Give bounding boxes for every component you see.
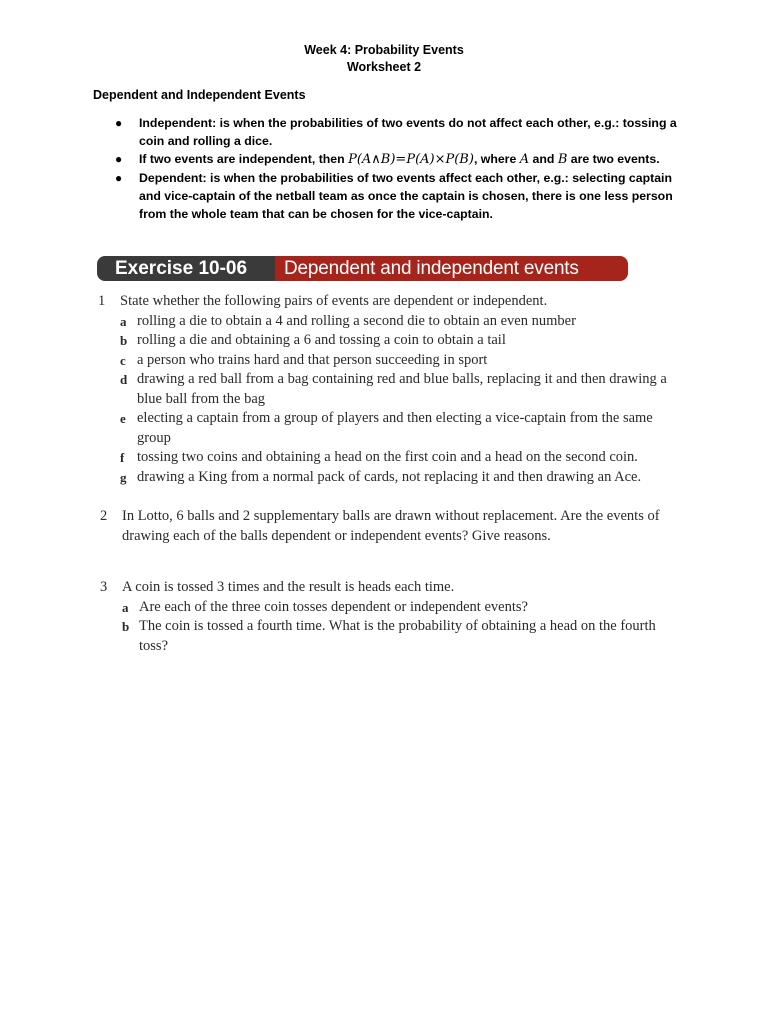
question-stem (98, 292, 688, 312)
definition-list (93, 114, 683, 223)
part-label: a (120, 313, 127, 329)
exercise-title: Dependent and independent events (275, 256, 628, 281)
part-text: drawing a red ball from a bag containing red and blue balls, replacing it and then drawing a blue ball from the bag (137, 371, 667, 407)
part-label: b (122, 619, 130, 634)
part-label: g (120, 469, 127, 485)
question-parts (100, 598, 688, 657)
definition-text: Independent: is when the probabilities of two events do not affect each other, e.g.: tossing a coin and rolling a dice. (139, 116, 677, 148)
question-part (122, 598, 688, 618)
variable-b: B (557, 152, 568, 167)
exercise-banner (97, 256, 628, 281)
worksheet-title (0, 42, 768, 76)
question-part (120, 331, 688, 351)
exercise-number: Exercise 10-06 (97, 256, 275, 281)
definition-dependent (93, 169, 683, 223)
variable-a: A (519, 152, 530, 167)
section-heading: Dependent and Independent Events (93, 88, 306, 102)
question-number: 3 (100, 579, 108, 595)
question-text: State whether the following pairs of events are dependent or independent. (120, 293, 548, 309)
question-text: A coin is tossed 3 times and the result is heads each time. (122, 579, 455, 595)
definition-formula (93, 150, 683, 169)
part-label: f (120, 450, 125, 465)
part-text: tossing two coins and obtaining a head on the first coin and a head on the second coin. (137, 449, 638, 465)
part-text: Are each of the three coin tosses dependent or independent events? (139, 598, 528, 615)
part-label: d (120, 372, 128, 387)
question-part (120, 448, 688, 468)
question-part (120, 409, 688, 448)
part-label: a (122, 599, 129, 615)
bullet-icon: ● (115, 171, 123, 185)
part-label: e (120, 411, 126, 426)
question-number: 2 (100, 508, 108, 524)
part-text: a person who trains hard and that person succeeding in sport (137, 351, 488, 368)
question-stem (100, 507, 688, 546)
probability-formula: P(A∧B)=P(A)×P(B) (348, 152, 474, 167)
question-3 (100, 578, 688, 656)
part-text: drawing a King from a normal pack of cards, not replacing it and then drawing an Ace. (137, 468, 642, 485)
worksheet-title-line-2: Worksheet 2 (346, 60, 422, 74)
worksheet-title-line-1: Week 4: Probability Events (304, 43, 464, 57)
formula-text-middle: , where (473, 152, 520, 166)
part-label: c (120, 352, 126, 368)
part-text: The coin is tossed a fourth time. What is the probability of obtaining a head on the fourth toss? (139, 618, 656, 654)
question-part (120, 351, 688, 371)
part-text: rolling a die to obtain a 4 and rolling a second die to obtain an even number (137, 312, 576, 329)
question-2 (100, 507, 688, 546)
formula-text-after: are two events. (567, 152, 660, 166)
question-text: In Lotto, 6 balls and 2 supplementary balls are drawn without replacement. Are the events of drawing each of the balls dependent or independent events? Give reasons. (122, 508, 660, 544)
question-1 (98, 292, 688, 487)
definition-independent (93, 114, 683, 150)
definition-text: Dependent: is when the probabilities of two events affect each other, e.g.: selecting captain and vice-captain of the netball team as once the captain is chosen, there is one less person from the whole team that can be chosen for the vice-captain. (139, 171, 673, 221)
question-part (122, 617, 688, 656)
bullet-icon: ● (115, 116, 123, 130)
question-number: 1 (98, 293, 106, 309)
part-text: electing a captain from a group of players and then electing a vice-captain from the same group (137, 410, 653, 446)
bullet-icon: ● (115, 152, 123, 166)
question-part (120, 370, 688, 409)
question-part (120, 468, 688, 488)
part-text: rolling a die and obtaining a 6 and tossing a coin to obtain a tail (137, 332, 506, 348)
question-parts (98, 312, 688, 488)
formula-text-and: and (529, 152, 558, 166)
part-label: b (120, 333, 128, 348)
formula-text-before: If two events are independent, then (139, 152, 349, 166)
question-part (120, 312, 688, 332)
question-stem (100, 578, 688, 598)
